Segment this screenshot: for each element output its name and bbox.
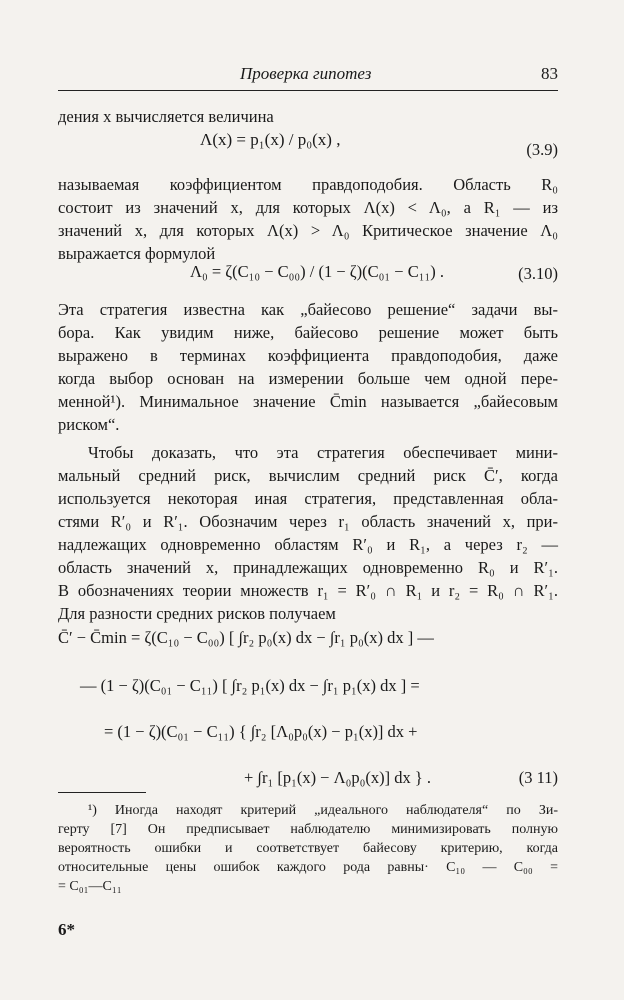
text-line: называемая коэффициентом правдоподобия. Область R₀ — [58, 175, 558, 194]
header-rule — [58, 90, 558, 91]
equation-3-11-line-1: C̄′ − C̄min = ζ(C₁₀ − C₀₀) [ ∫r₂ p₀(x) dx − ∫r₁ p₀(x) dx ] — — [58, 628, 434, 647]
equation-3-10: Λ₀ = ζ(C₁₀ − C₀₀) / (1 − ζ)(C₀₁ − C₁₁) . — [190, 262, 444, 281]
text-line: когда выбор основан на измерении больше чем одной пере- — [58, 369, 558, 388]
equation-3-11-line-2: — (1 − ζ)(C₀₁ − C₁₁) [ ∫r₂ p₁(x) dx − ∫r₁ p₁(x) dx ] = — [80, 676, 420, 695]
equation-3-11-line-4: + ∫r₁ [p₁(x) − Λ₀p₀(x)] dx } . — [244, 768, 431, 787]
equation-number-3-9: (3.9) — [526, 140, 558, 159]
running-header — [58, 62, 558, 88]
signature-mark: 6* — [58, 920, 75, 939]
running-header-title: Проверка гипотез — [240, 64, 372, 83]
equation-number-3-10: (3.10) — [518, 264, 558, 283]
footnote-line: герту [7] Он предписывает наблюдателю минимизировать полную — [58, 822, 558, 837]
text-line: Эта стратегия известна как „байесово решение“ задачи вы- — [58, 300, 558, 319]
page-number: 83 — [541, 64, 558, 83]
text-line: значений x, для которых Λ(x) > Λ₀ Критическое значение Λ₀ — [58, 221, 558, 240]
text-line: выражено в терминах коэффициента правдоподобия, даже — [58, 346, 558, 365]
text-line: менной¹). Минимальное значение C̄min называется „байесовым — [58, 392, 558, 411]
equation-number-3-11: (3 11) — [518, 768, 558, 787]
text-line: выражается формулой — [58, 244, 216, 263]
footnote-line: вероятность ошибки и соответствует байесову критерию, когда — [58, 841, 558, 856]
text-line: состоит из значений x, для которых Λ(x) < Λ₀, а R₁ — из — [58, 198, 558, 217]
text-line: Для разности средних рисков получаем — [58, 604, 336, 623]
footnote-rule — [58, 792, 146, 793]
text-line: дения x вычисляется величина — [58, 107, 274, 126]
text-line: область значений x, принадлежащих одновременно R₀ и R′₁. — [58, 558, 558, 577]
text-line: бора. Как увидим ниже, байесово решение может быть — [58, 323, 558, 342]
footnote-line: ¹) Иногда находят критерий „идеального наблюдателя“ по Зи- — [88, 803, 558, 818]
text-line: риском“. — [58, 415, 120, 434]
text-line: надлежащих одновременно областям R′₀ и R₁, а через r₂ — — [58, 535, 558, 554]
equation-3-11-line-3: = (1 − ζ)(C₀₁ − C₁₁) { ∫r₂ [Λ₀p₀(x) − p₁(x)] dx + — [104, 722, 418, 741]
text-line: Чтобы доказать, что эта стратегия обеспечивает мини- — [88, 443, 558, 462]
footnote-line: относительные цены ошибок каждого рода равны· C₁₀ — C₀₀ = — [58, 860, 558, 875]
text-line: В обозначениях теории множеств r₁ = R′₀ ∩ R₁ и r₂ = R₀ ∩ R′₁. — [58, 581, 558, 600]
text-line: мальный средний риск, вычислим средний риск C̄′, когда — [58, 466, 558, 485]
equation-3-9: Λ(x) = p₁(x) / p₀(x) , — [200, 130, 341, 149]
text-line: используется некоторая иная стратегия, представленная обла- — [58, 489, 558, 508]
footnote-line: = C₀₁—C₁₁ — [58, 879, 122, 894]
text-line: стями R′₀ и R′₁. Обозначим через r₁ область значений x, при- — [58, 512, 558, 531]
